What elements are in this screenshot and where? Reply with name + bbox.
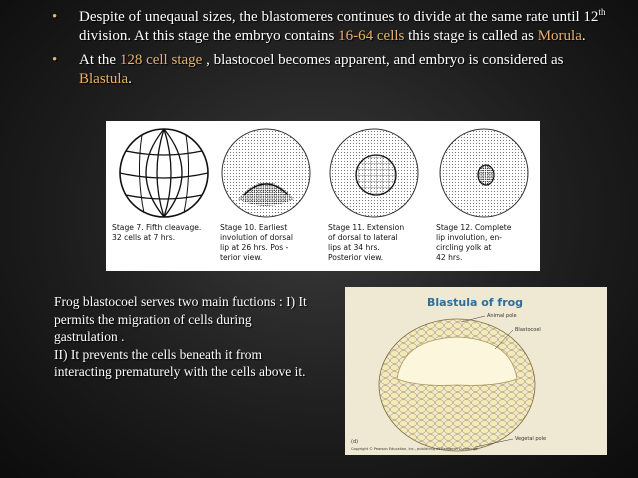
bullet-morula: • Despite of uneqaual sizes, the blastomeres continues to divide at the same rate until 12th division. At this stage the embryo contains 16-64 cells this stage is called as Morula.	[52, 7, 606, 44]
label-panel: (d)	[351, 439, 359, 445]
highlight-cell-count: 16-64 cells	[338, 28, 405, 44]
bullet-list	[52, 8, 612, 94]
label-animal-pole: Animal pole	[487, 313, 517, 319]
stage-7-embryo	[120, 129, 208, 217]
highlight-blastula: Blastula	[79, 71, 129, 87]
note-paragraph-2: II) It prevents the cells beneath it from interacting prematurely with the cells above it.	[54, 346, 306, 380]
label-vegetal-pole: Vegetal pole	[515, 436, 547, 442]
copyright-text: Copyright © Pearson Education, Inc., publishing as Benjamin Cummings	[351, 447, 478, 451]
stage-10-embryo	[222, 129, 310, 217]
figure-title: Blastula of frog	[427, 296, 524, 309]
highlight-morula: Morula	[537, 28, 582, 44]
label-blastocoel: Blastocoel	[515, 327, 541, 333]
bullet-blastula: • At the 128 cell stage , blastocoel becomes apparent, and embryo is considered as Blastula.	[52, 52, 564, 87]
highlight-128-cell: 128 cell stage	[119, 52, 203, 68]
embryo-stages-figure	[106, 121, 540, 271]
bullet-marker: •	[52, 52, 58, 68]
caption-stage-10: Stage 10. Earliest involution of dorsal lip at 26 hrs. Pos - terior view.	[220, 223, 293, 262]
blastula-drawing	[345, 287, 607, 455]
caption-stage-7: Stage 7. Fifth cleavage. 32 cells at 7 hrs.	[112, 223, 202, 242]
embryo-stages-drawing	[106, 121, 540, 221]
blastocoel-functions-note	[54, 293, 316, 381]
caption-stage-12: Stage 12. Complete lip involution, en- circling yolk at 42 hrs.	[436, 223, 512, 262]
note-paragraph-1: Frog blastocoel serves two main fuctions : I) It permits the migration of cells during gastrulation .	[54, 294, 307, 345]
stage-11-embryo	[330, 129, 418, 217]
caption-stage-11: Stage 11. Extension of dorsal to lateral lips at 34 hrs. Posterior view.	[328, 223, 405, 262]
blastula-of-frog-figure	[345, 287, 607, 455]
bullet-marker: •	[52, 9, 58, 25]
stage-12-embryo	[440, 129, 528, 217]
